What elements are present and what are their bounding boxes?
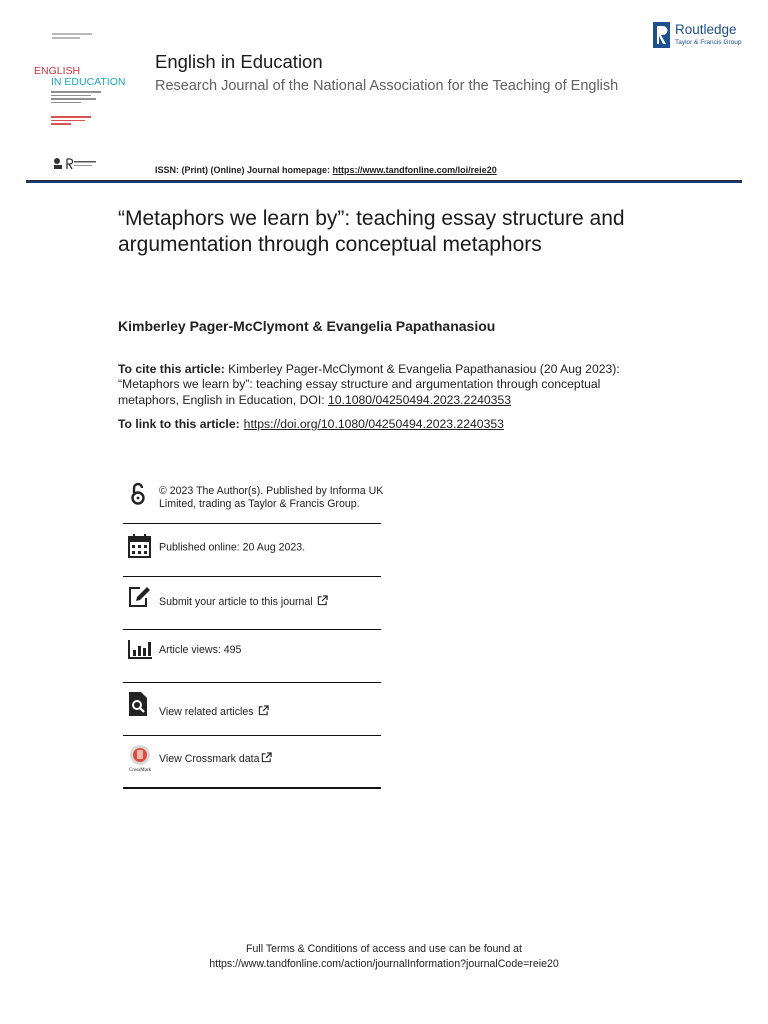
crossmark-row[interactable] [123, 736, 381, 789]
crossmark-link[interactable] [159, 752, 272, 766]
bar-chart-icon [126, 636, 154, 664]
routledge-r-icon [653, 22, 670, 48]
crossmark-badge-text: CrossMark [128, 768, 152, 772]
citation-label: To cite this article: [118, 362, 225, 376]
cover-line-in-education: IN EDUCATION [51, 76, 126, 88]
views-row [123, 630, 381, 683]
calendar-icon [126, 532, 154, 560]
footer-terms [0, 942, 768, 972]
edit-icon [126, 583, 154, 611]
issn-label: ISSN: (Print) (Online) Journal homepage: [155, 165, 333, 175]
journal-title: English in Education [155, 51, 323, 72]
related-articles-icon [126, 691, 154, 719]
header-rule [26, 181, 742, 183]
journal-cover-logo [34, 66, 132, 130]
external-link-icon [258, 705, 269, 716]
related-row[interactable] [123, 683, 381, 736]
crossmark-text: View Crossmark data [159, 753, 260, 765]
submit-row[interactable] [123, 577, 381, 630]
small-header-text [52, 33, 92, 41]
link-label: To link to this article: [118, 417, 240, 431]
doi-link[interactable]: 10.1080/04250494.2023.2240353 [328, 392, 512, 407]
external-link-icon [261, 752, 272, 763]
license-row [123, 476, 384, 524]
submit-text: Submit your article to this journal [159, 596, 313, 608]
citation-text: Kimberley Pager-McClymont & Evangelia Papathanasiou (20 Aug 2023): “Metaphors we learn by”: teaching essay structure and argumentation through conceptual metaphors, English in Education, DOI: [118, 362, 620, 407]
article-title: “Metaphors we learn by”: teaching essay structure and argumentation through conceptual metaphors [118, 207, 625, 256]
related-text: View related articles [159, 706, 254, 718]
crossmark-icon [126, 744, 154, 772]
article-doi-url-link[interactable]: https://doi.org/10.1080/04250494.2023.2240353 [243, 417, 504, 431]
footer-line-1: Full Terms & Conditions of access and use can be found at [246, 943, 522, 955]
submit-link[interactable] [159, 595, 328, 609]
license-text: © 2023 The Author(s). Published by Informa UK Limited, trading as Taylor & Francis Group. [159, 485, 384, 510]
journal-homepage-link[interactable]: https://www.tandfonline.com/loi/reie20 [332, 165, 497, 175]
article-info-panel [123, 476, 384, 789]
footer-terms-link[interactable]: https://www.tandfonline.com/action/journalInformation?journalCode=reie20 [209, 958, 559, 970]
publisher-group: Taylor & Francis Group [675, 39, 742, 46]
external-link-icon [317, 595, 328, 606]
open-access-icon [126, 480, 154, 508]
link-line [118, 417, 504, 431]
article-authors: Kimberley Pager-McClymont & Evangelia Papathanasiou [118, 318, 496, 334]
views-text: Article views: 495 [159, 644, 242, 656]
publisher-name: Routledge [675, 22, 737, 37]
cover-line-english: ENGLISH [34, 65, 81, 77]
journal-subtitle: Research Journal of the National Association for the Teaching of English [155, 78, 619, 94]
society-logos [52, 156, 102, 172]
routledge-logo [653, 22, 753, 50]
published-text: Published online: 20 Aug 2023. [159, 541, 306, 554]
related-link[interactable] [159, 705, 269, 719]
citation-block [118, 362, 648, 408]
published-row [123, 524, 381, 577]
issn-line [155, 165, 497, 175]
